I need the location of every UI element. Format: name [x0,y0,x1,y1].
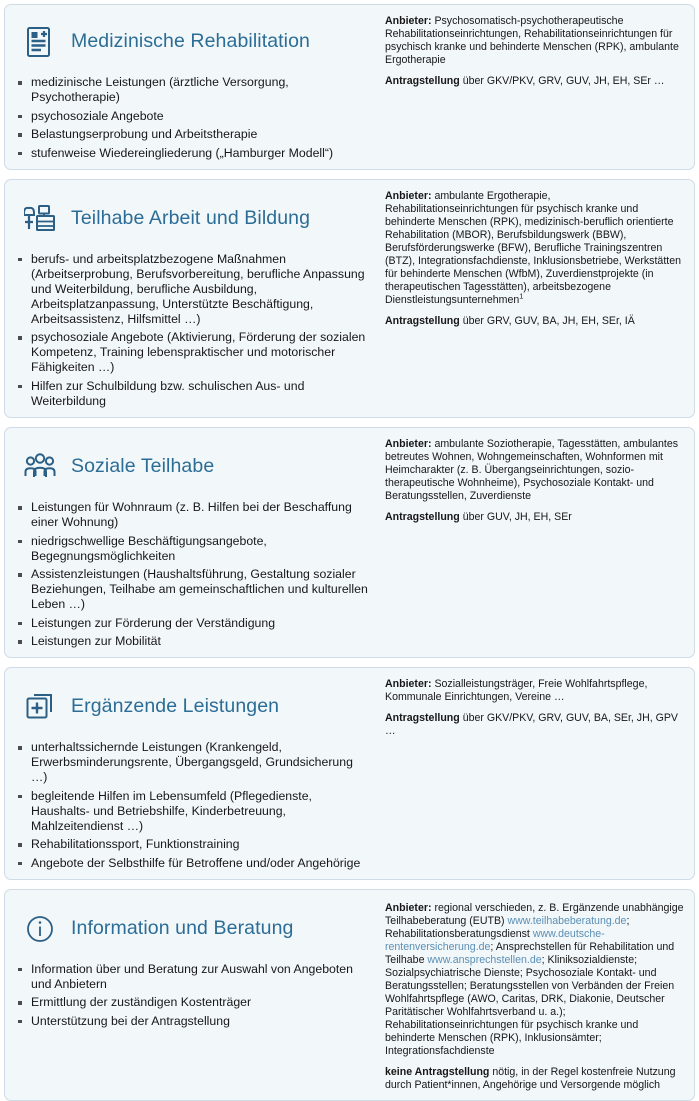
workstation-desk-icon [23,202,57,236]
list-item: psychosoziale Angebote [17,109,371,124]
list-item: Leistungen für Wohnraum (z. B. Hilfen bei der Beschaffung einer Wohnung) [17,500,371,530]
card-bullet-list [17,962,371,1029]
card-right-column [379,668,694,746]
anbieter-label: Anbieter: [385,901,432,914]
card-right-column [379,180,694,336]
anbieter-text: Psychosomatisch-psychotherapeutische Rehabilitationseinrichtungen, Rehabilitationseinrichtungen für psychisch kranke und behinderte Menschen (RPK), ambulante Ergotherapie [385,15,679,66]
antragstellung-paragraph [385,511,686,524]
anbieter-text: ambulante Ergotherapie, Rehabilitationseinrichtungen für psychisch kranke und behinderte Menschen (RPK), medizinisch-beruflich orientierte Rehabilitation (MBOR), Berufsbildungswerk (BBW), Berufsförderungswerke (BFW), Berufliche Trainingszentren (BTZ), Integrationsfachdienste, Inklusionsbetriebe, Werkstätten für behinderte Menschen (WfbM), Zuverdienstprojekte (in therapeutischen Tagesstätten), arbeitsbezogene Dienstleistungsunternehmen [385,189,681,306]
antragstellung-label: Antragstellung [385,712,460,725]
card-title: Information und Beratung [71,916,294,939]
anbieter-text: Sozialleistungsträger, Freie Wohlfahrtspflege, Kommunale Einrichtungen, Vereine … [385,678,648,704]
anbieter-paragraph [385,15,686,67]
antragstellung-label: keine Antragstellung [385,1065,490,1078]
anbieter-label: Anbieter: [385,189,432,202]
antragstellung-paragraph [385,315,686,328]
antragstellung-text: über GRV, GUV, BA, JH, EH, SEr, IÄ [459,314,635,327]
plus-stack-icon [23,690,57,724]
card-information-und-beratung [4,889,695,1101]
antragstellung-text: über GUV, JH, EH, SEr [459,510,572,523]
card-left-column [5,180,379,417]
anbieter-text-fragment: ; Rehabilitationsberatungsdienst [385,914,630,940]
list-item: medizinische Leistungen (ärztliche Versorgung, Psychotherapie) [17,75,371,105]
list-item: Unterstützung bei der Antragstellung [17,1014,371,1029]
external-link[interactable]: www.teilhabeberatung.de [507,914,627,927]
card-title: Soziale Teilhabe [71,455,215,478]
antragstellung-label: Antragstellung [385,75,460,87]
antragstellung-paragraph [385,1066,686,1092]
antragstellung-text: über GKV/PKV, GRV, GUV, BA, SEr, JH, GPV … [385,712,679,738]
antragstellung-label: Antragstellung [385,314,460,327]
antragstellung-label: Antragstellung [385,510,460,523]
card-bullet-list [17,500,371,649]
card-header [23,15,371,69]
anbieter-text-fragment: ; Ansprechstellen für Rehabilitation und Teilhabe [385,940,675,966]
list-item: Hilfen zur Schulbildung bzw. schulischen Aus- und Weiterbildung [17,379,371,409]
list-item: Angebote der Selbsthilfe für Betroffene und/oder Angehörige [17,856,371,871]
antragstellung-text: nötig, in der Regel kostenfreie Nutzung durch Patient*innen, Angehörige und Versorgende möglich [385,1065,676,1091]
card-title: Medizinische Rehabilitation [71,30,310,53]
footnote-marker: 1 [519,291,524,301]
card-right-column [379,428,694,532]
card-bullet-list [17,740,371,871]
anbieter-paragraph [385,438,686,503]
anbieter-paragraph [385,678,686,704]
card-medizinische-rehabilitation [4,4,695,170]
list-item: niedrigschwellige Beschäftigungsangebote, Begegnungsmöglichkeiten [17,534,371,564]
anbieter-paragraph [385,902,686,1058]
list-item: Assistenzleistungen (Haushaltsführung, Gestaltung sozialer Beziehungen, Teilhabe am gemeinschaftlichen und kulturellen Leben …) [17,567,371,612]
anbieter-label: Anbieter: [385,678,432,691]
card-left-column [5,5,379,169]
antragstellung-paragraph [385,712,686,738]
card-header [23,680,371,734]
list-item: Information über und Beratung zur Auswahl von Angeboten und Anbietern [17,962,371,992]
card-right-column [379,5,694,96]
external-link[interactable]: www.ansprechstellen.de [427,953,542,966]
list-item: berufs- und arbeitsplatzbezogene Maßnahmen (Arbeitserprobung, Berufsvorbereitung, berufliche Anpassung und Weiterbildung, berufliche Ausbildung, Arbeitsplatzanpassung, Unterstützte Beschäftigung, Arbeitsassistenz, Hilfsmittel …) [17,252,371,327]
card-ergaenzende-leistungen [4,667,695,880]
card-bullet-list [17,75,371,161]
card-soziale-teilhabe [4,427,695,658]
anbieter-rich-text [385,902,684,1057]
list-item: Belastungserprobung und Arbeitstherapie [17,127,371,142]
card-bullet-list [17,252,371,409]
card-right-column [379,890,694,1100]
anbieter-text: ambulante Soziotherapie, Tagesstätten, ambulantes betreutes Wohnen, Wohngemeinschaften, Wohnformen mit Heimcharakter (z. B. Übergangseinrichtungen, sozio-therapeutische Wohnheime), Psychosoziale Kontakt- und Beratungsstellen, Zuverdienste [385,437,679,502]
list-item: unterhaltssichernde Leistungen (Krankengeld, Erwerbsminderungsrente, Übergangsgeld, Grundsicherung …) [17,740,371,785]
list-item: Leistungen zur Mobilität [17,634,371,649]
list-item: begleitende Hilfen im Lebensumfeld (Pflegedienste, Haushalts- und Betriebshilfe, Kinderbetreuung, Mahlzeitendienst …) [17,789,371,834]
card-left-column [5,890,379,1037]
card-title: Ergänzende Leistungen [71,695,280,718]
anbieter-label: Anbieter: [385,437,432,450]
list-item: Leistungen zur Förderung der Verständigung [17,616,371,631]
card-left-column [5,668,379,879]
anbieter-paragraph [385,190,686,307]
card-left-column [5,428,379,657]
anbieter-text-fragment: ; Kliniksozialdienste; Sozialpsychiatrische Dienste; Psychosoziale Kontakt- und Beratungsstellen; Beratungsstellen von Verbänden der Freien Wohlfahrtspflege (AWO, Caritas, DRK, Diakonie, Deutscher Paritätischer Wohlfahrtsverband u. a.); Rehabilitationseinrichtungen für psychisch kranke und behinderte Menschen (RPK), Inklusionsämter; Integrationsfachdienste [385,953,675,1057]
antragstellung-paragraph [385,75,686,88]
document-plus-icon [23,25,57,59]
card-teilhabe-arbeit-und-bildung [4,179,695,418]
list-item: psychosoziale Angebote (Aktivierung, Förderung der sozialen Kompetenz, Training lebenspraktischer und motorischer Fähigkeiten …) [17,330,371,375]
card-header [23,902,371,956]
card-header [23,192,371,246]
anbieter-label: Anbieter: [385,15,432,27]
list-item: Rehabilitationssport, Funktionstraining [17,837,371,852]
card-header [23,440,371,494]
people-group-icon [23,450,57,484]
external-link[interactable]: www.deutsche-rentenversicherung.de [385,927,605,953]
antragstellung-text: über GKV/PKV, GRV, GUV, JH, EH, SEr … [459,75,665,87]
info-circle-icon [23,912,57,946]
card-title: Teilhabe Arbeit und Bildung [71,206,311,229]
list-item: stufenweise Wiedereingliederung („Hamburger Modell“) [17,146,371,161]
anbieter-text-fragment: regional verschieden, z. B. Ergänzende unabhängige Teilhabeberatung (EUTB) [385,901,684,927]
list-item: Ermittlung der zuständigen Kostenträger [17,995,371,1010]
